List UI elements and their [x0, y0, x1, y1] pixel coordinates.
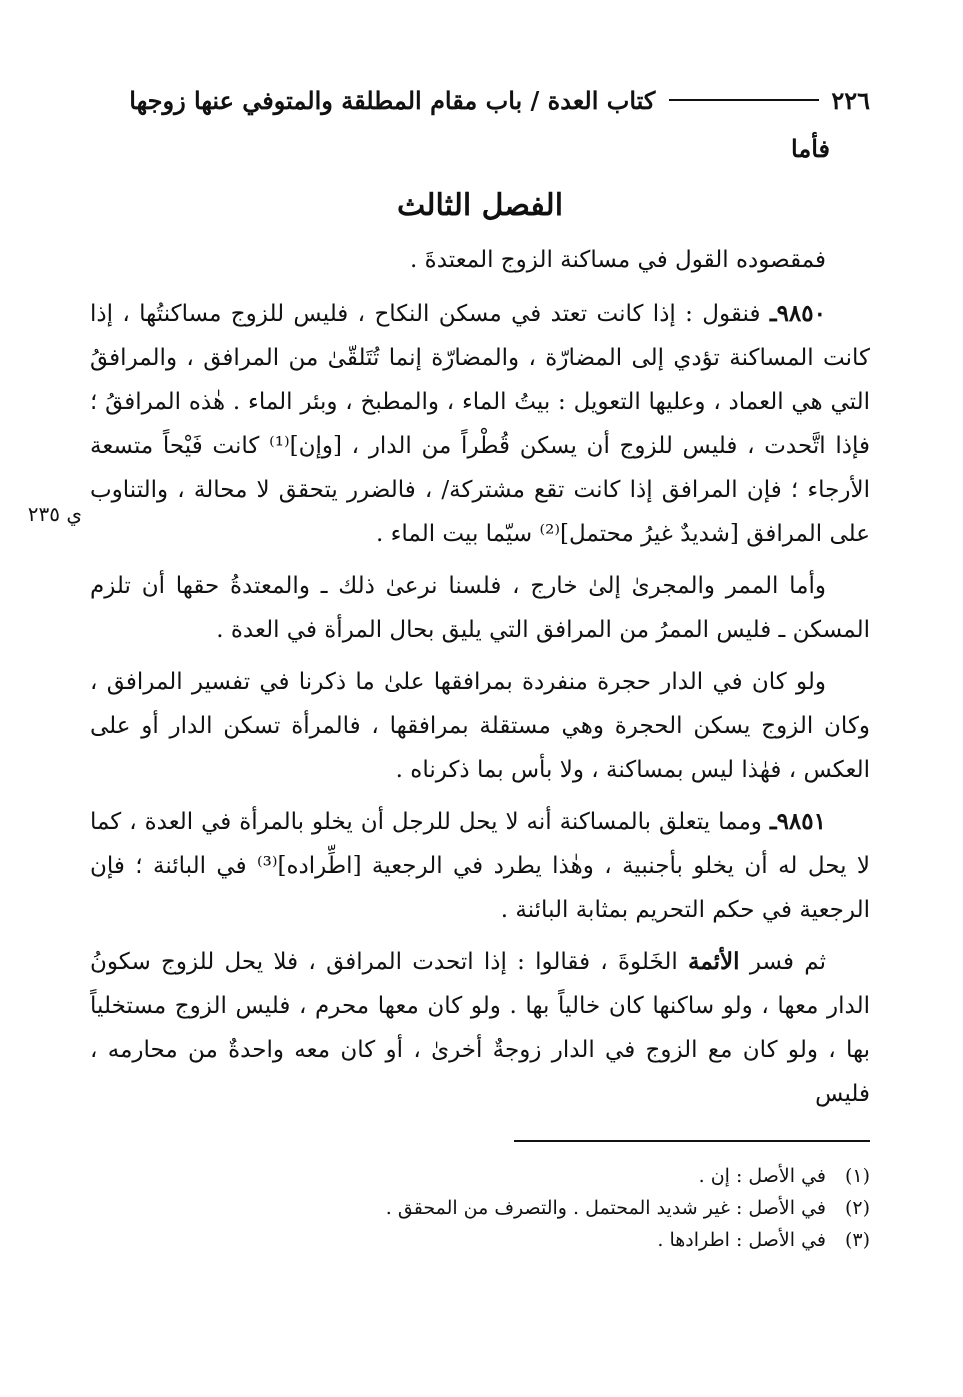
paragraph-passage [90, 564, 870, 652]
paragraph-text: الخَلوةَ ، فقالوا : إذا اتحدت المرافق ، فلا يحل للزوج سكونُ الدار معها ، ولو ساكنها كان خالياً بها . ولو كان معها محرم ، فليس الزوج مستخلياً بها ، ولو كان مع الزوج في الدار زوجةٌ أخرىٰ ، أو كان معه واحدةٌ من محارمه ، فليس [90, 949, 870, 1107]
header-rule [669, 99, 819, 101]
page-number: ٢٢٦ [831, 85, 870, 115]
paragraph-9851 [90, 800, 870, 932]
paragraph-room [90, 660, 870, 792]
footnote-text: في الأصل : اطرادها . [657, 1229, 826, 1251]
book-page [27, 70, 870, 1370]
footnote-number: (١) [844, 1165, 870, 1187]
issue-number: ٩٨٥١ـ [769, 808, 826, 835]
running-header [90, 80, 870, 120]
paragraph-text: ومما يتعلق بالمساكنة أنه لا يحل للرجل أن يخلو بالمرأة في العدة ، كما لا يحل له أن يخلو بأجنبية ، وهٰذا يطرد في الرجعية [اطِّراده]⁽³⁾ في البائنة ؛ فإن الرجعية في حكم التحريم بمثابة البائنة . [90, 809, 870, 923]
catchword: فأما [791, 134, 830, 163]
footnote-number: (٢) [844, 1197, 870, 1219]
paragraph-text: ثم فسر [739, 949, 826, 975]
intro-line [90, 238, 870, 282]
header-title: كتاب العدة / باب مقام المطلقة والمتوفي عنها زوجها [129, 85, 656, 115]
main-text [90, 238, 870, 1124]
paragraph-text: فنقول : إذا كانت تعتد في مسكن النكاح ، فليس للزوج مساكنتُها ، إذا كانت المساكنة تؤدي إلى المضارّة ، والمضارّة إنما تُتَلقّىٰ من المرافق ، والمرافقُ التي هي العماد ، وعليها التعويل : بيتُ الماء ، والمطبخ ، وبئر الماء . هٰذه المرافقُ ؛ فإذا اتَّحدت ، فليس للزوج أن يسكن قُطْراً من الدار ، [وإن]⁽¹⁾ كانت فَيْحاً متسعة الأرجاء ؛ فإن المرافق إذا كانت تقع مشتركة/ ، فالضرر يتحقق لا محالة ، والتناوب على المرافق [شديدٌ غيرُ محتمل]⁽²⁾ سيّما بيت الماء . [90, 301, 870, 547]
paragraph-text: ولو كان في الدار حجرة منفردة بمرافقها علىٰ ما ذكرنا في تفسير المرافق ، وكان الزوج يسكن الحجرة وهي مستقلة بمرافقها ، فالمرأة تسكن الدار أو على العكس ، فهٰذا ليس بمساكنة ، ولا بأس بما ذكرناه . [90, 669, 870, 783]
footnotes [90, 1160, 870, 1256]
paragraph-khalwa [90, 940, 870, 1116]
footnote-text: في الأصل : إن . [698, 1165, 826, 1187]
issue-number: ٩٨٥٠ـ [769, 300, 826, 327]
paragraph-9850 [90, 292, 870, 556]
paragraph-text: وأما الممر والمجرىٰ إلىٰ خارج ، فلسنا نرعىٰ ذلك ـ والمعتدةُ حقها أن تلزم المسكن ـ فليس الممرُ من المرافق التي يليق بحال المرأة في العدة . [90, 573, 870, 643]
footnote [90, 1224, 870, 1256]
intro-text: فمقصوده القول في مساكنة الزوج المعتدةَ . [410, 247, 826, 273]
footnote-text: في الأصل : غير شديد المحتمل . والتصرف من المحقق . [385, 1197, 826, 1219]
footnote [90, 1160, 870, 1192]
footnote-separator [514, 1140, 870, 1142]
footnote [90, 1192, 870, 1224]
footnote-number: (٣) [844, 1229, 870, 1251]
margin-page-reference: ي ٢٣٥ [27, 502, 82, 526]
bold-term: الأئمة [688, 948, 740, 975]
section-title: الفصل الثالث [396, 188, 564, 223]
